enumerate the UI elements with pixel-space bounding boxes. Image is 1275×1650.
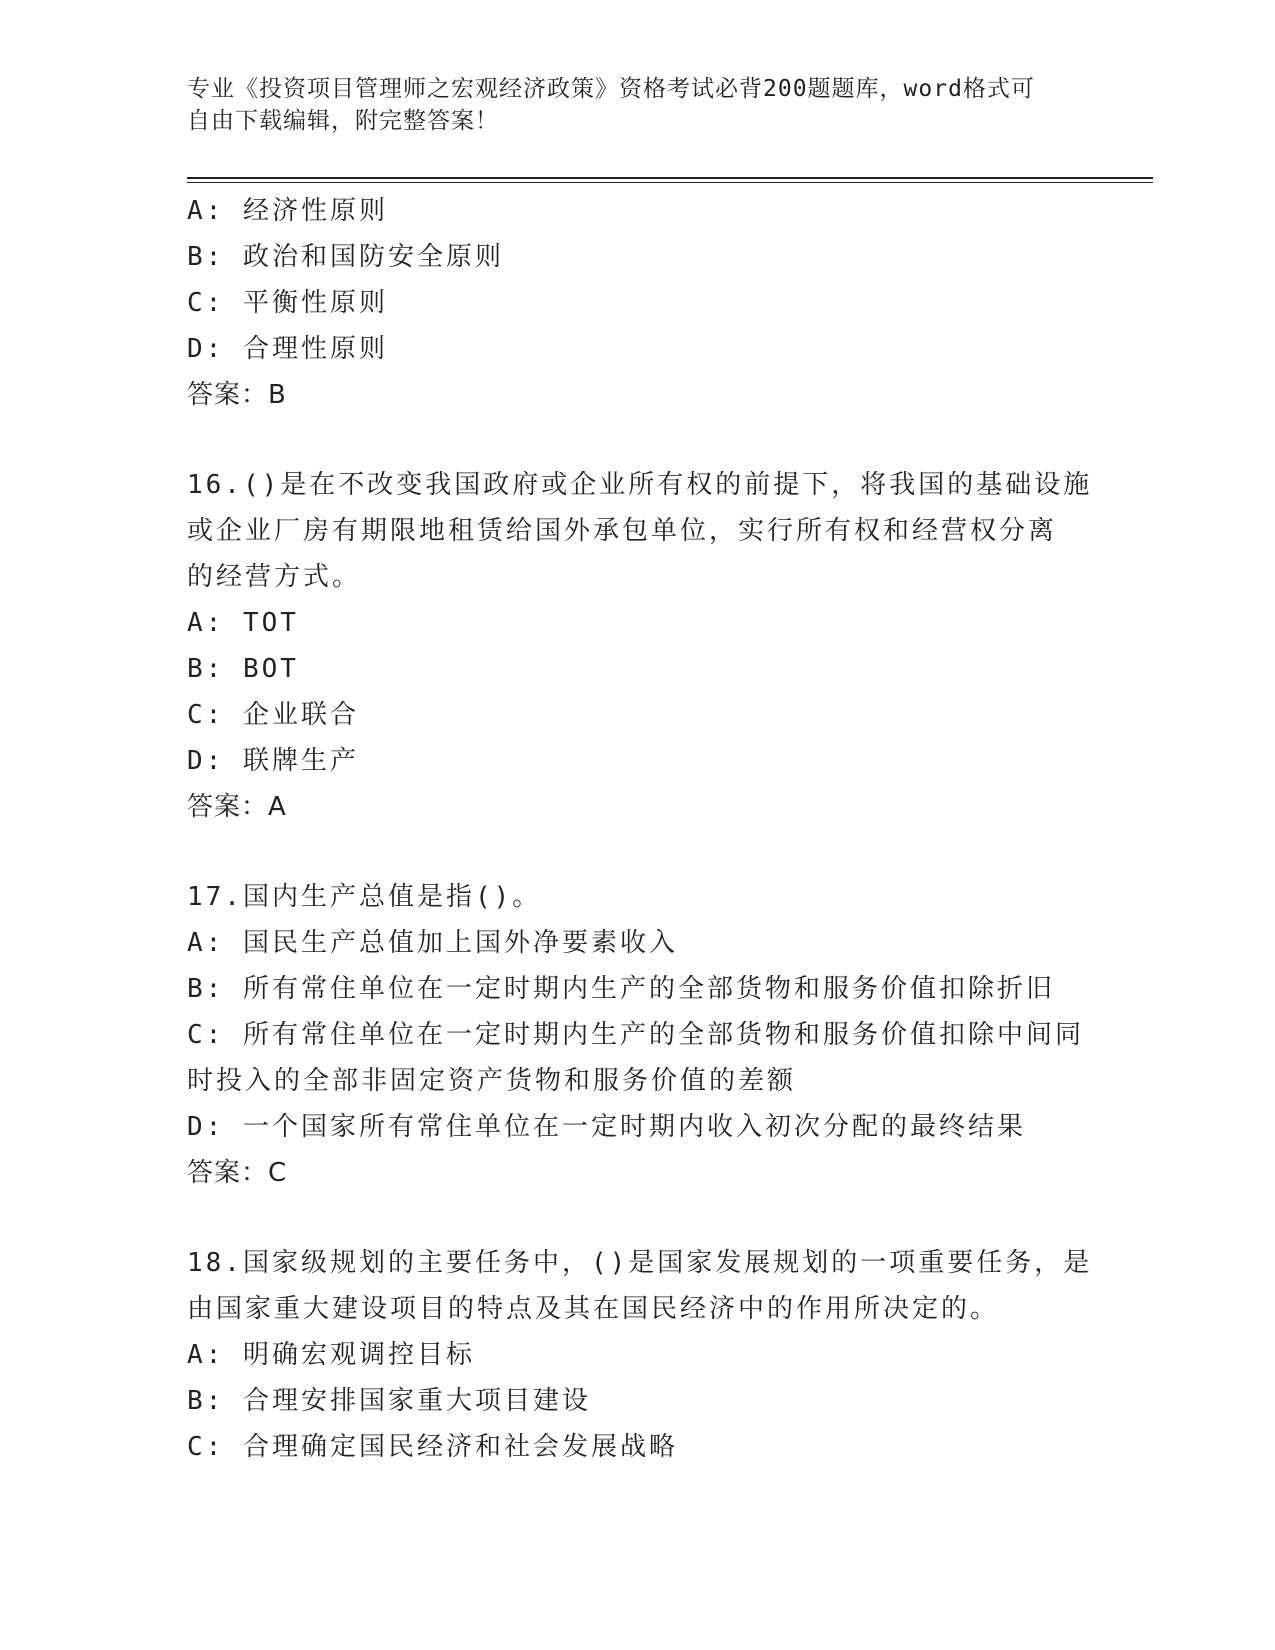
answer: 答案：C — [187, 1158, 288, 1188]
question-16 — [187, 462, 1093, 830]
option-a: A: TOT — [187, 608, 299, 638]
option-b: B: 政治和国防安全原则 — [187, 242, 504, 272]
question-15 — [187, 188, 1087, 418]
spacer — [187, 1196, 1087, 1240]
answer: 答案：A — [187, 792, 287, 822]
question-stem-line: 的经营方式。 — [187, 562, 362, 592]
option-b: B: 所有常住单位在一定时期内生产的全部货物和服务价值扣除折旧 — [187, 974, 1055, 1004]
header-line-2: 自由下载编辑，附完整答案！ — [187, 108, 499, 134]
document-header — [187, 73, 1087, 137]
question-stem-line: 或企业厂房有期限地租赁给国外承包单位，实行所有权和经营权分离 — [187, 516, 1058, 546]
question-17 — [187, 874, 1087, 1196]
header-divider-thin — [187, 182, 1153, 183]
question-stem-line: 18.国家级规划的主要任务中，()是国家发展规划的一项重要任务，是 — [187, 1248, 1093, 1278]
option-d: D: 合理性原则 — [187, 334, 388, 364]
answer: 答案：B — [187, 380, 287, 410]
option-c: C: 所有常住单位在一定时期内生产的全部货物和服务价值扣除中间同 — [187, 1020, 1084, 1050]
question-stem-line: 由国家重大建设项目的特点及其在国民经济中的作用所决定的。 — [187, 1294, 1000, 1324]
option-a: A: 明确宏观调控目标 — [187, 1340, 475, 1370]
option-c: C: 企业联合 — [187, 700, 359, 730]
header-divider-thick — [187, 177, 1153, 179]
question-18 — [187, 1240, 1093, 1470]
spacer — [187, 418, 1087, 462]
option-d: D: 联牌生产 — [187, 746, 359, 776]
header-line-1: 专业《投资项目管理师之宏观经济政策》资格考试必背200题题库，word格式可 — [187, 76, 1035, 102]
option-c: C: 合理确定国民经济和社会发展战略 — [187, 1432, 678, 1462]
option-b: B: 合理安排国家重大项目建设 — [187, 1386, 591, 1416]
question-stem-line: 16.()是在不改变我国政府或企业所有权的前提下，将我国的基础设施 — [187, 470, 1093, 500]
option-a: A: 国民生产总值加上国外净要素收入 — [187, 928, 678, 958]
question-content — [187, 188, 1093, 1470]
option-d: D: 一个国家所有常住单位在一定时期内收入初次分配的最终结果 — [187, 1112, 1026, 1142]
option-a: A: 经济性原则 — [187, 196, 388, 226]
question-stem-line: 17.国内生产总值是指()。 — [187, 882, 542, 912]
option-c-continued: 时投入的全部非固定资产货物和服务价值的差额 — [187, 1066, 797, 1096]
option-c: C: 平衡性原则 — [187, 288, 388, 318]
spacer — [187, 830, 1087, 874]
option-b: B: BOT — [187, 654, 299, 684]
